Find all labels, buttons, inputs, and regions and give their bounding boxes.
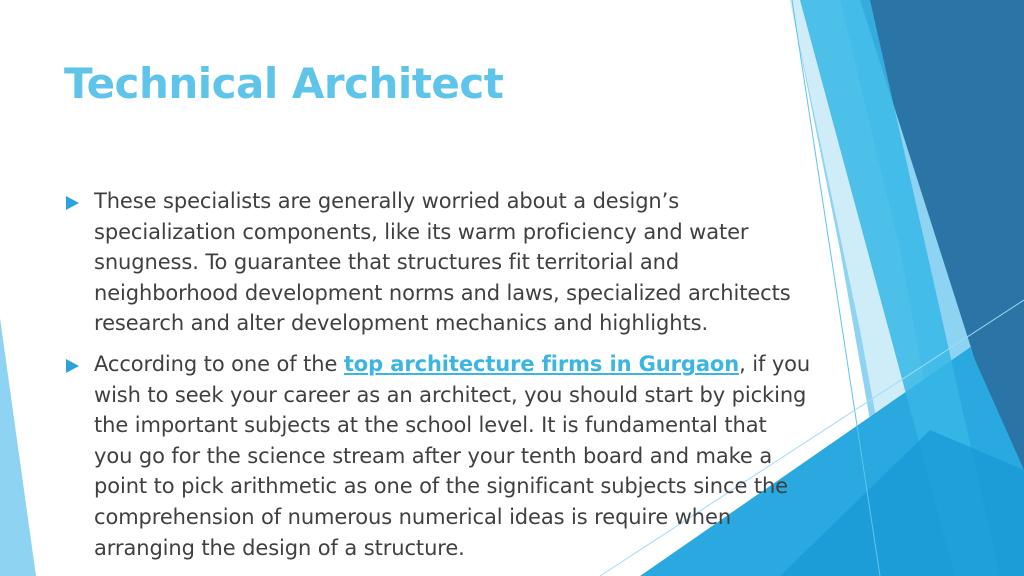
- slide-title: Technical Architect: [64, 59, 504, 108]
- text-line: the important subjects at the school level. It is fundamental that: [94, 413, 767, 438]
- triangle-bullet-icon: [66, 359, 79, 373]
- bullet-item: [64, 186, 884, 339]
- architecture-firms-link[interactable]: top architecture firms in Gurgaon: [343, 351, 740, 376]
- text-line: you go for the science stream after your tenth board and make a: [94, 443, 773, 468]
- bullet-list: [64, 186, 884, 573]
- text-line: snugness. To guarantee that structures fit territorial and: [94, 250, 680, 275]
- text-line: These specialists are generally worried about a design’s: [94, 189, 680, 213]
- text-line: point to pick arithmetic as one of the significant subjects since the: [94, 474, 789, 499]
- text-line: specialization components, like its warm proficiency and water: [94, 219, 749, 244]
- text-line: comprehension of numerous numerical ideas is require when: [94, 504, 732, 529]
- text-line: [94, 349, 884, 380]
- text-after-link: , if you: [739, 351, 811, 376]
- text-line: research and alter development mechanics and highlights.: [94, 311, 709, 336]
- text-line: arranging the design of a structure.: [94, 535, 465, 560]
- text-line: neighborhood development norms and laws, specialized architects: [94, 280, 791, 305]
- bullet-item: [64, 349, 884, 563]
- text-line: wish to seek your career as an architect, you should start by picking: [94, 382, 807, 407]
- text-before-link: According to one of the: [94, 351, 344, 376]
- bullet-text: [94, 186, 884, 339]
- bullet-text: [94, 349, 884, 563]
- left-accent-shape: [0, 318, 36, 576]
- triangle-bullet-icon: [66, 196, 79, 210]
